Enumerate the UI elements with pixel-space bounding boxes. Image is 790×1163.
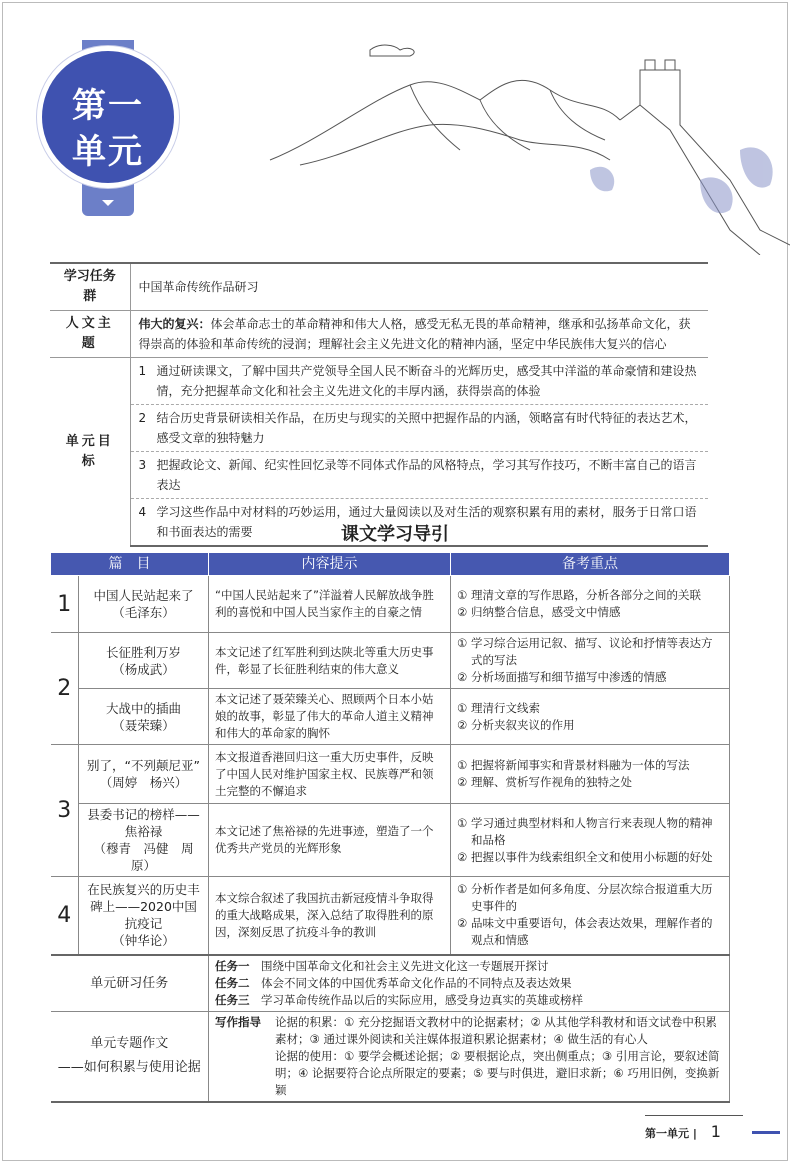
lesson-title-cell bbox=[79, 633, 209, 689]
writing-subtitle: ——如何积累与使用论据 bbox=[57, 1060, 201, 1075]
task-text: 学习革命传统作品以后的实际应用，感受身边真实的英雄或榜样 bbox=[261, 992, 583, 1007]
lesson-title-cell bbox=[79, 689, 209, 745]
badge-line1: 第一 bbox=[72, 86, 144, 126]
task-text: 体会不同文体的中国优秀革命文化作品的不同特点及表达效果 bbox=[261, 975, 572, 990]
lesson-content: 本文记述了聂荣臻关心、照顾两个日本小姑娘的故事，彰显了伟大的革命人道主义精神和伟大的革命家的胸怀 bbox=[209, 689, 451, 745]
lesson-title: 县委书记的榜样——焦裕禄 bbox=[87, 807, 200, 839]
goal-text: 学习这些作品中对材料的巧妙运用，通过大量阅读以及对生活的观察积累有用的素材，服务于日常口语和书面表达的需要 bbox=[156, 505, 697, 539]
guide-title: 课文学习导引 bbox=[341, 524, 449, 545]
goal-number: 1 bbox=[138, 364, 147, 378]
goal-number: 3 bbox=[138, 458, 147, 472]
goal-row bbox=[50, 405, 708, 452]
unit-overview-table bbox=[50, 262, 708, 547]
goal-row bbox=[50, 358, 708, 405]
goal-number: 2 bbox=[138, 411, 147, 425]
lesson-row bbox=[51, 576, 730, 633]
lesson-author: （毛泽东） bbox=[112, 605, 175, 620]
lesson-title-cell bbox=[79, 745, 209, 804]
lesson-title: 长征胜利万岁 bbox=[105, 644, 181, 660]
task-item bbox=[215, 992, 723, 1009]
lesson-row bbox=[51, 745, 730, 804]
theme-text: 体会革命志士的革命精神和伟大人格，感受无私无畏的革命精神，继承和弘扬革命文化，获得崇高的体验和革命传统的浸润；理解社会主义先进文化的精神内涵，坚定中华民族伟大复兴的信心 bbox=[138, 317, 691, 351]
badge-line2: 单元 bbox=[72, 132, 144, 172]
header-row bbox=[51, 553, 730, 576]
page-footer: 第一单元 | 1 bbox=[645, 1115, 743, 1141]
theme-bold: 伟大的复兴： bbox=[138, 317, 211, 331]
lesson-title: 大战中的插曲 bbox=[105, 700, 181, 716]
group-number: 3 bbox=[51, 745, 79, 877]
key-point: ② 分析场面描写和细节描写中渗透的情感 bbox=[457, 670, 667, 684]
lesson-author: （穆青 冯健 周原） bbox=[93, 841, 194, 873]
lesson-content: 本文记述了红军胜利到达陕北等重大历史事件，彰显了长征胜利结束的伟大意义 bbox=[209, 633, 451, 689]
lesson-content: 本文报道香港回归这一重大历史事件，反映了中国人民对维护国家主权、民族尊严和领土完整的不懈追求 bbox=[209, 745, 451, 804]
lesson-content: 本文记述了焦裕禄的先进事迹，塑造了一个优秀共产党员的光辉形象 bbox=[209, 804, 451, 877]
lesson-row bbox=[51, 689, 730, 745]
lesson-row bbox=[51, 804, 730, 877]
writing-guide-key: 写作指导 bbox=[215, 1014, 261, 1029]
key-point: ① 学习通过典型材料和人物言行来表现人物的精神和品格 bbox=[457, 815, 713, 847]
lesson-title: 在民族复兴的历史丰碑上——2020中国抗疫记 bbox=[87, 882, 200, 932]
footer-unit: 第一单元 bbox=[645, 1127, 689, 1140]
group-number: 1 bbox=[51, 576, 79, 633]
great-wall-illustration bbox=[260, 30, 790, 255]
key-point: ① 分析作者是如何多角度、分层次综合报道重大历史事件的 bbox=[457, 882, 713, 914]
goal-text: 通过研读课文，了解中国共产党领导全国人民不断奋斗的光辉历史，感受其中洋溢的革命豪情和建设热情，充分把握革命文化和社会主义先进文化的丰厚内涵，获得崇高的体验 bbox=[156, 364, 697, 398]
goal-number: 4 bbox=[138, 505, 147, 519]
lesson-title: 中国人民站起来了 bbox=[93, 588, 194, 603]
tasks-label: 单元研习任务 bbox=[51, 955, 209, 1012]
lesson-keys bbox=[451, 689, 730, 745]
header-title: 篇 目 bbox=[51, 553, 209, 576]
lesson-content: “中国人民站起来了”洋溢着人民解放战争胜利的喜悦和中国人民当家作主的自豪之情 bbox=[209, 576, 451, 633]
tasks-row bbox=[51, 955, 730, 1012]
lesson-author: （钟华论） bbox=[112, 933, 175, 949]
footer-accent-bar bbox=[752, 1131, 780, 1134]
group-number: 2 bbox=[51, 633, 79, 745]
lesson-title-cell bbox=[79, 576, 209, 633]
key-point: ① 理清行文线索 bbox=[457, 700, 540, 715]
lesson-row bbox=[51, 877, 730, 955]
header-keys: 备考重点 bbox=[451, 553, 730, 576]
task-group-value: 中国革命传统作品研习 bbox=[130, 263, 708, 311]
page-number: 1 bbox=[710, 1122, 721, 1141]
key-point: ② 理解、赏析写作视角的独特之处 bbox=[457, 775, 632, 789]
header-content: 内容提示 bbox=[209, 553, 451, 576]
key-point: ① 理清文章的写作思路，分析各部分之间的关联 bbox=[457, 588, 701, 602]
writing-accumulate: 论据的积累：① 充分挖掘语文教材中的论据素材；② 从其他学科教材和语文试卷中积累素材；③ 通过课外阅读和关注媒体报道积累论据素材；④ 做生活的有心人 bbox=[275, 1014, 717, 1046]
writing-label bbox=[51, 1011, 209, 1102]
task-key: 任务三 bbox=[215, 992, 250, 1007]
lesson-author: （杨成武） bbox=[112, 661, 175, 677]
lesson-author: （聂荣臻） bbox=[112, 717, 175, 733]
task-group-label: 学习任务群 bbox=[50, 263, 130, 311]
writing-guide bbox=[209, 1011, 730, 1102]
task-item bbox=[215, 975, 723, 992]
goal-text: 结合历史背景研读相关作品，在历史与现实的关照中把握作品的内涵，领略富有时代特征的表达艺术，感受文章的独特魅力 bbox=[156, 411, 697, 445]
task-text: 围绕中国革命文化和社会主义先进文化这一专题展开探讨 bbox=[261, 958, 549, 973]
theme-label: 人文主题 bbox=[50, 311, 130, 358]
lesson-content: 本文综合叙述了我国抗击新冠疫情斗争取得的重大战略成果，深入总结了取得胜利的原因，深刻反思了抗疫斗争的教训 bbox=[209, 877, 451, 955]
key-point: ② 品味文中重要语句，体会表达效果，理解作者的观点和情感 bbox=[457, 916, 713, 948]
goals-label: 单元目标 bbox=[50, 358, 130, 547]
lesson-keys bbox=[451, 804, 730, 877]
lesson-title-cell bbox=[79, 877, 209, 955]
task-item bbox=[215, 958, 723, 975]
tasks-list bbox=[209, 955, 730, 1012]
task-key: 任务二 bbox=[215, 975, 250, 990]
writing-row bbox=[51, 1011, 730, 1102]
unit-badge bbox=[62, 40, 154, 216]
key-point: ② 分析夹叙夹议的作用 bbox=[457, 717, 575, 732]
task-key: 任务一 bbox=[215, 958, 250, 973]
key-point: ① 学习综合运用记叙、描写、议论和抒情等表达方式的写法 bbox=[457, 636, 713, 667]
lesson-title-cell bbox=[79, 804, 209, 877]
group-number: 4 bbox=[51, 877, 79, 955]
writing-use: 论据的使用：① 要学会概述论据；② 要根据论点，突出侧重点；③ 引用言论，要叙述简明；④ 论据要符合论点所限定的要素；⑤ 要与时俱进，避旧求新；⑥ 巧用旧例，变换新颖 bbox=[275, 1048, 720, 1097]
lesson-keys bbox=[451, 576, 730, 633]
lesson-title: 别了，“不列颠尼亚” bbox=[87, 758, 200, 773]
goal-text: 把握政论文、新闻、纪实性回忆录等不同体式作品的风格特点，学习其写作技巧，不断丰富自己的语言表达 bbox=[156, 458, 697, 492]
lesson-guide-table bbox=[50, 552, 730, 1103]
key-point: ① 把握将新闻事实和背景材料融为一体的写法 bbox=[457, 758, 690, 772]
key-point: ② 把握以事件为线索组织全文和使用小标题的好处 bbox=[457, 849, 713, 864]
theme-row bbox=[50, 311, 708, 358]
key-point: ② 归纳整合信息，感受文中情感 bbox=[457, 605, 621, 619]
lesson-keys bbox=[451, 633, 730, 689]
triangle-down-icon bbox=[102, 200, 114, 206]
lesson-row bbox=[51, 633, 730, 689]
goal-row bbox=[50, 452, 708, 499]
task-group-row bbox=[50, 263, 708, 311]
theme-value bbox=[130, 311, 708, 358]
lesson-author: （周婷 杨兴） bbox=[99, 775, 188, 790]
lesson-keys bbox=[451, 745, 730, 804]
lesson-keys bbox=[451, 877, 730, 955]
writing-title: 单元专题作文 bbox=[90, 1036, 169, 1051]
